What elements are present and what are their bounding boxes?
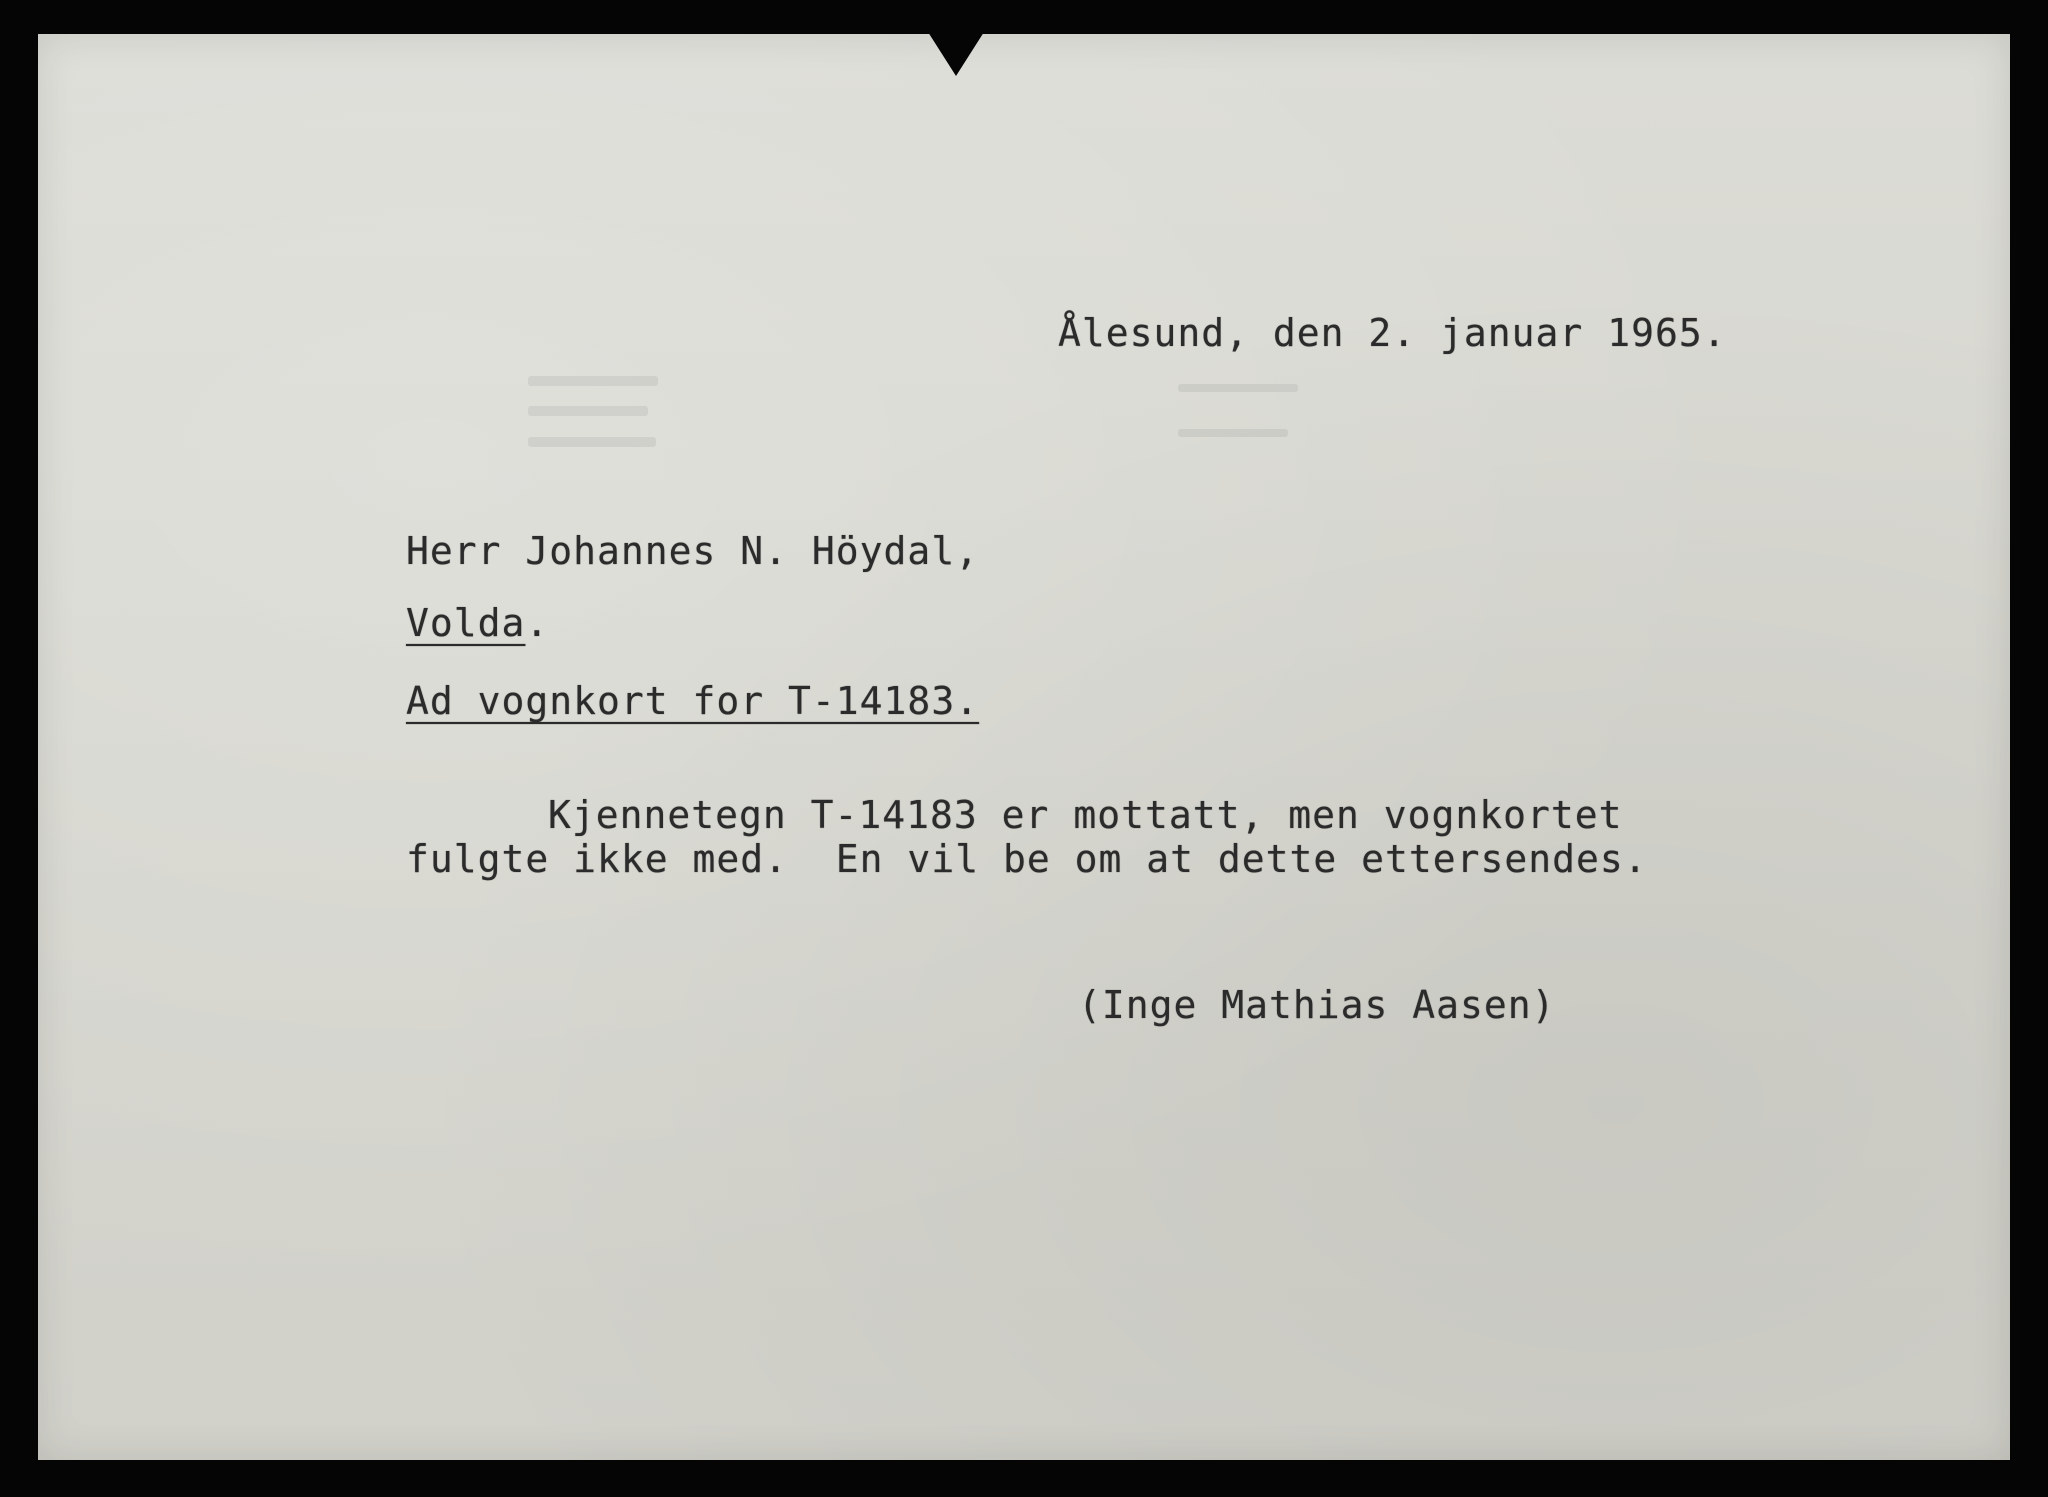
recipient-city: Volda — [406, 601, 526, 645]
recipient-city-line — [406, 601, 550, 645]
paper-sheet — [38, 34, 2010, 1460]
body-line-1: Kjennetegn T-14183 er mottatt, men vognkortet — [548, 793, 1623, 837]
bleed-through-mark — [528, 376, 658, 386]
body-line-2: fulgte ikke med. En vil be om at dette ettersendes. — [406, 837, 1648, 881]
bleed-through-mark — [528, 406, 648, 416]
torn-notch — [928, 32, 984, 76]
bleed-through-mark — [528, 437, 656, 447]
recipient-city-punct: . — [525, 601, 550, 645]
recipient-name: Herr Johannes N. Höydal, — [406, 529, 980, 573]
bleed-through-mark — [1178, 429, 1288, 437]
signature: (Inge Mathias Aasen) — [1078, 983, 1556, 1027]
date-line: Ålesund, den 2. januar 1965. — [1058, 311, 1727, 355]
subject-line: Ad vognkort for T-14183. — [406, 679, 980, 723]
bleed-through-mark — [1178, 384, 1298, 392]
